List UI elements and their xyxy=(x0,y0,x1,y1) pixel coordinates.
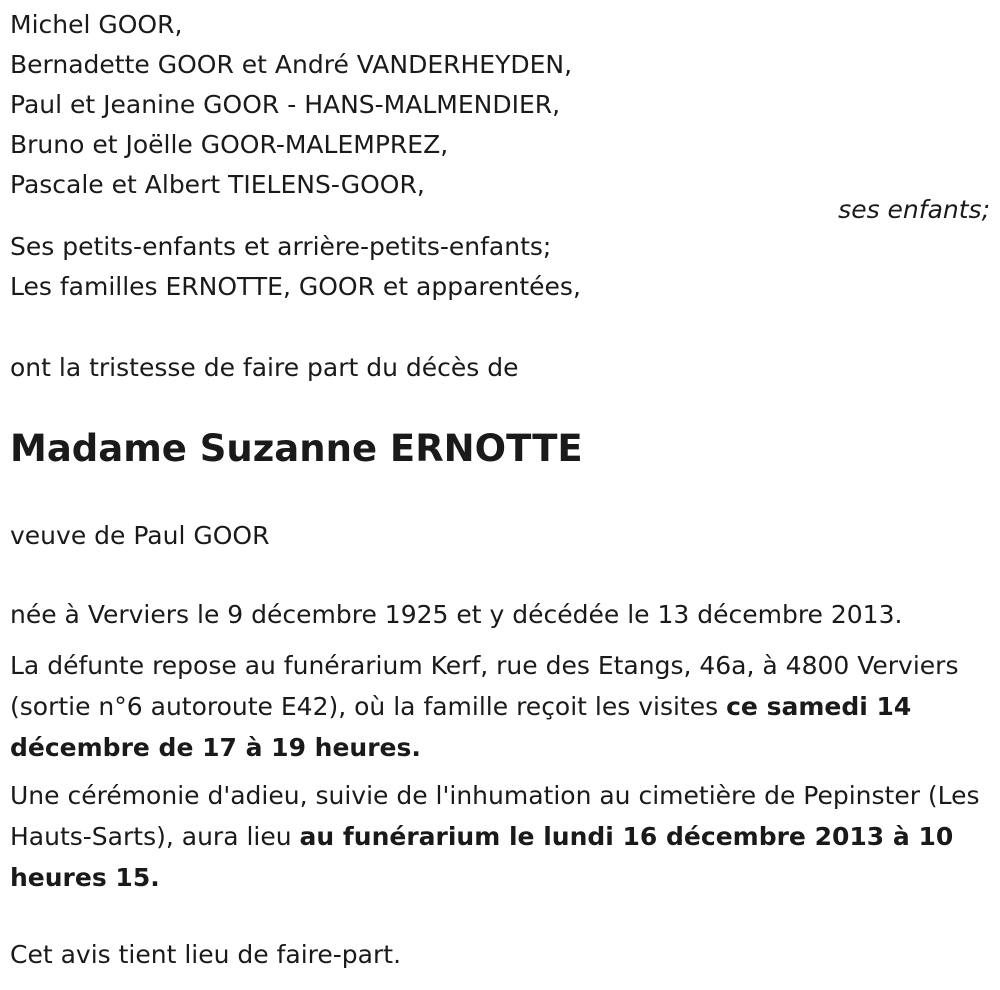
ceremony-bold: au funérarium le lundi 16 décembre 2013 à 10 heures 15. xyxy=(10,822,954,892)
footer-line: Cet avis tient lieu de faire-part. xyxy=(10,940,402,969)
children-label: ses enfants; xyxy=(838,195,990,224)
ceremony-text: Une cérémonie d'adieu, suivie de l'inhumation au cimetière de Pepinster (Les Hauts-Sarts), aura lieu xyxy=(10,781,980,851)
deceased-name: Madame Suzanne ERNOTTE xyxy=(10,427,583,470)
visitation-paragraph xyxy=(10,645,985,768)
family-line-3: Paul et Jeanine GOOR - HANS-MALMENDIER, xyxy=(10,90,561,119)
ceremony-paragraph xyxy=(10,775,985,898)
visitation-text: La défunte repose au funérarium Kerf, rue des Etangs, 46a, à 4800 Verviers (sortie n°6 autoroute E42), où la famille reçoit les visites xyxy=(10,651,959,721)
family-line-2: Bernadette GOOR et André VANDERHEYDEN, xyxy=(10,50,573,79)
visitation-bold: ce samedi 14 décembre de 17 à 19 heures. xyxy=(10,692,912,762)
announcement-line: ont la tristesse de faire part du décès de xyxy=(10,353,519,382)
grandchildren-line: Ses petits-enfants et arrière-petits-enfants; xyxy=(10,232,552,261)
widow-line: veuve de Paul GOOR xyxy=(10,521,270,550)
birth-death-line: née à Verviers le 9 décembre 1925 et y décédée le 13 décembre 2013. xyxy=(10,600,903,629)
family-line-5: Pascale et Albert TIELENS-GOOR, xyxy=(10,170,425,199)
family-line-4: Bruno et Joëlle GOOR-MALEMPREZ, xyxy=(10,130,449,159)
family-line-1: Michel GOOR, xyxy=(10,10,183,39)
families-line: Les familles ERNOTTE, GOOR et apparentées, xyxy=(10,272,581,301)
